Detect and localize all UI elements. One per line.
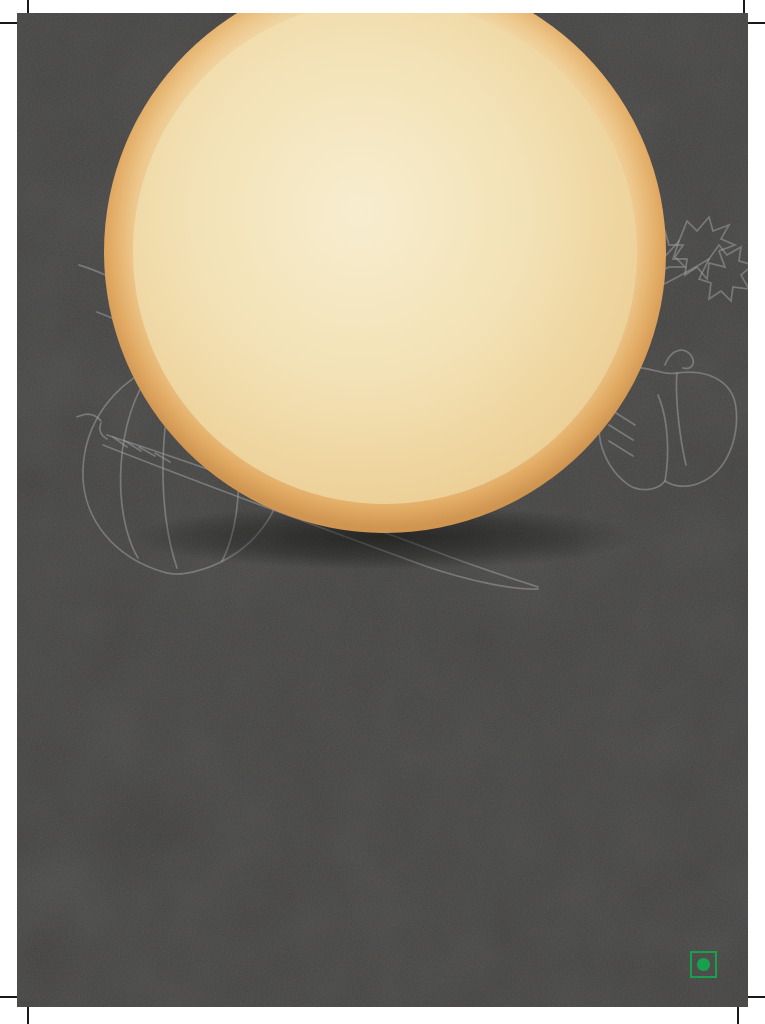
crop-mark [737, 1007, 739, 1024]
veg-dot [697, 958, 710, 971]
crop-mark [0, 22, 17, 24]
crop-mark [748, 22, 765, 24]
menu-section [66, 564, 732, 573]
cheese-pizza-photo [103, 13, 667, 534]
crop-mark [0, 996, 17, 998]
veg-indicator-icon [690, 951, 717, 978]
crop-mark [748, 996, 765, 998]
crop-mark [743, 0, 745, 13]
chalkboard-background [17, 13, 748, 1007]
crop-mark [27, 0, 29, 13]
crop-mark [27, 1007, 29, 1024]
